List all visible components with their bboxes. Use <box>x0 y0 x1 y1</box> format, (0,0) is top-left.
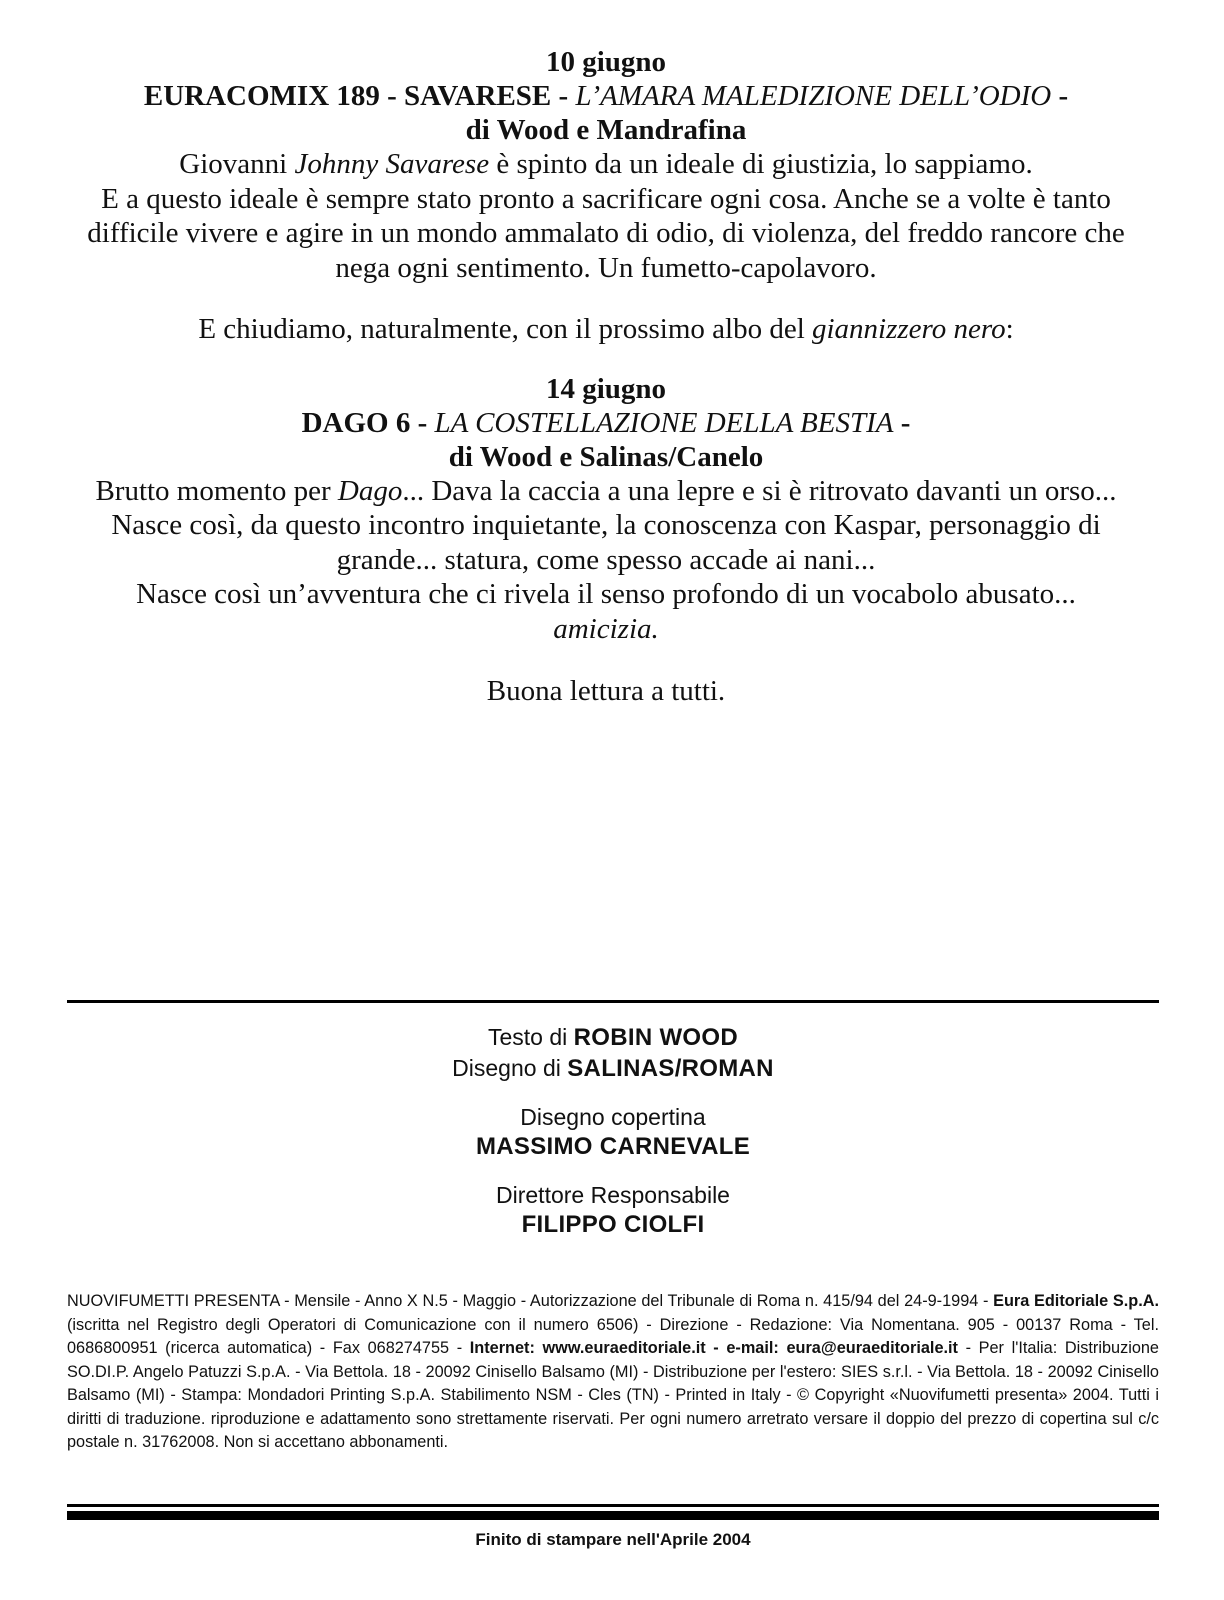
bottom-rule-thick <box>67 1511 1159 1520</box>
description-run: Brutto momento per <box>95 474 338 507</box>
heading-dash: - <box>1051 80 1069 112</box>
description-italic-run: Dago <box>337 474 403 507</box>
credit-disegno: Disegno di SALINAS/ROMAN <box>452 1055 774 1082</box>
announcement-authors: di Wood e Salinas/Canelo <box>448 440 764 473</box>
credit-direttore-label: Direttore Responsabile <box>496 1182 730 1208</box>
announcement-heading <box>60 406 1152 440</box>
legal-notice: NUOVIFUMETTI PRESENTA - Mensile - Anno X N.5 - Maggio - Autorizzazione del Tribunale di Roma n. 415/94 del 24-9-1994 - Eura Editoriale S.p.A. (iscritta nel Registro degli Operatori di Comunicazione con il numero 6506) - Direzione - Redazione: Via Nomentana. 905 - 00137 Roma - Tel. 0686800951 (ricerca automatica) - Fax 068274755 - Internet: www.euraeditoriale.it - e-mail: eura@euraeditoriale.it - Per l'Italia: Distribuzione SO.DI.P. Angelo Patuzzi S.p.A. - Via Bettola. 18 - 20092 Cinisello Balsamo (MI) - Distribuzione per l'estero: SIES s.r.l. - Via Bettola. 18 - 20092 Cinisello Balsamo (MI) - Stampa: Mondadori Printing S.p.A. Stabilimento NSM - Cles (TN) - Printed in Italy - © Copyright «Nuovifumetti presenta» 2004. Tutti i diritti di traduzione. riproduzione e adattamento sono strettamente riservati. Per ogni numero arretrato versare il doppio del prezzo di copertina sul c/c postale n. 31762008. Non si accettano abbonamenti. <box>67 1292 1159 1451</box>
credit-copertina-label: Disegno copertina <box>520 1104 706 1130</box>
closing-text: Buona lettura a tutti. <box>486 675 726 707</box>
announcement-date: 14 giugno <box>545 372 667 405</box>
heading-dash: - <box>893 406 911 439</box>
announcement-1 <box>60 46 1152 285</box>
publisher-name: Eura Editoriale S.p.A. <box>993 1292 1159 1310</box>
series-title: DAGO 6 - <box>301 406 435 439</box>
description-run: E a questo ideale è sempre stato pronto a sacrificare ogni cosa. Anche se a volte è tanto difficile vivere e agire in un mondo ammalato di odio, di violenza, del freddo rancore che nega ogni sentimento. Un fumetto-capolavoro. <box>87 182 1125 284</box>
description-run: è spinto da un ideale di giustizia, lo sappiamo. <box>489 148 1033 180</box>
credits-section <box>60 1022 1166 1240</box>
story-title: LA COSTELLAZIONE DELLA BESTIA <box>434 406 894 439</box>
bottom-rule-thin <box>67 1504 1159 1507</box>
divider-rule <box>67 1000 1159 1003</box>
announcement-heading <box>60 79 1152 113</box>
credit-direttore-name: FILIPPO CIOLFI <box>521 1211 705 1238</box>
announcement-description <box>60 147 1152 285</box>
credit-copertina-name: MASSIMO CARNEVALE <box>476 1133 750 1160</box>
description-run: Giovanni <box>179 148 295 180</box>
story-title: L’AMARA MALEDIZIONE DELL’ODIO <box>575 80 1052 112</box>
credit-testo: Testo di ROBIN WOOD <box>488 1024 738 1051</box>
description-italic-run: Johnny Savarese <box>294 148 490 180</box>
contact-info: Internet: www.euraeditoriale.it - e-mail: eura@euraeditoriale.it <box>469 1339 958 1357</box>
description-italic-run: amicizia. <box>553 612 659 645</box>
announcement-description <box>60 474 1152 647</box>
announcements-section <box>60 46 1152 709</box>
announcement-2 <box>60 373 1152 647</box>
transition-text: E chiudiamo, naturalmente, con il prossimo albo del giannizzero nero: <box>198 313 1014 345</box>
series-title: EURACOMIX 189 - SAVARESE - <box>143 80 576 112</box>
announcement-authors: di Wood e Mandrafina <box>465 114 747 146</box>
announcement-date: 10 giugno <box>545 46 667 78</box>
description-run: ... Dava la caccia a una lepre e si è ritrovato davanti un orso... Nasce così, da questo incontro inquietante, la conoscenza con Kaspar, personaggio di grande... statura, come spesso accade ai nani... <box>111 474 1117 576</box>
description-run: Nasce così un’avventura che ci rivela il senso profondo di un vocabolo abusato... <box>136 578 1076 610</box>
print-date: Finito di stampare nell'Aprile 2004 <box>475 1530 751 1549</box>
